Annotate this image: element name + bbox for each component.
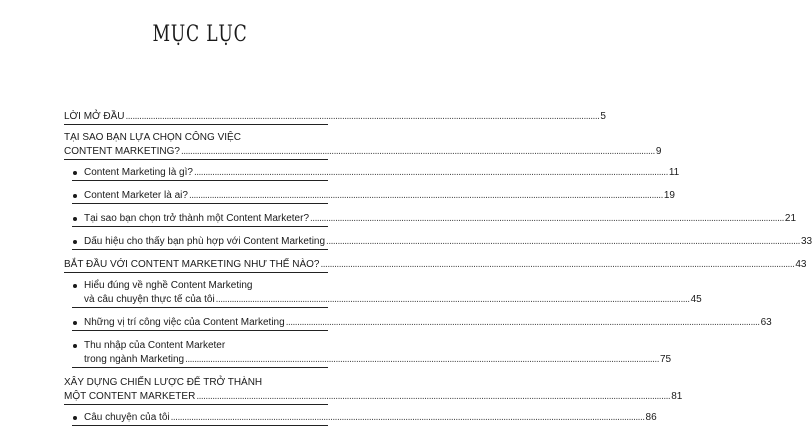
toc-entry-text: LỜI MỞ ĐẦU [64, 111, 125, 122]
dot-leader [320, 258, 794, 272]
dot-leader [185, 353, 659, 367]
table-of-contents [64, 110, 812, 434]
toc-entry-ch2-section-1 [72, 279, 702, 308]
toc-page-number: 11 [668, 167, 680, 178]
toc-entry-text-line2: và câu chuyện thực tế của tôi [84, 294, 215, 305]
toc-entry-chapter-3 [64, 376, 683, 405]
dot-leader [310, 212, 784, 226]
toc-entry-text-line2: trong ngành Marketing [84, 354, 185, 365]
toc-entry-text-line1: TẠI SAO BẠN LỰA CHỌN CÔNG VIỆC [64, 132, 241, 143]
toc-entry-ch1-section-3 [72, 212, 797, 227]
toc-entry-ch2-section-2 [72, 316, 772, 331]
toc-entry-loi-mo-dau [64, 110, 606, 125]
toc-entry-text: BẮT ĐẦU VỚI CONTENT MARKETING NHƯ THẾ NÀO? [64, 259, 320, 270]
toc-entry-text-line2: MỘT CONTENT MARKETER [64, 391, 196, 402]
dot-leader [216, 293, 690, 307]
toc-entry-text-line1: Hiểu đúng về nghề Content Marketing [84, 280, 253, 291]
dot-leader [189, 189, 663, 203]
toc-entry-text: Câu chuyện của tôi [84, 412, 170, 423]
toc-page-number: 19 [663, 190, 675, 201]
toc-page-number: 75 [659, 354, 672, 365]
dot-leader [126, 110, 600, 124]
toc-entry-ch1-section-1 [72, 166, 680, 181]
dot-leader [171, 411, 645, 425]
toc-entry-text: Tại sao bạn chọn trở thành một Content Marketer? [84, 213, 310, 224]
dot-leader [194, 166, 668, 180]
toc-page-number: 81 [671, 391, 683, 402]
toc-page-number: 5 [600, 111, 606, 122]
toc-entry-text: Content Marketer là ai? [84, 190, 188, 201]
toc-page-number: 63 [760, 317, 772, 328]
page-title: MỤC LỤC [152, 22, 248, 47]
toc-entry-text: Dấu hiệu cho thấy bạn phù hợp với Content Marketing [84, 236, 326, 247]
toc-page-number: 86 [645, 412, 657, 423]
toc-page-number: 9 [655, 146, 662, 157]
toc-entry-text: Những vị trí công việc của Content Marketing [84, 317, 285, 328]
toc-entry-ch2-section-3 [72, 339, 672, 368]
dot-leader [326, 235, 800, 249]
toc-page-number: 45 [690, 294, 702, 305]
toc-entry-text-line2: CONTENT MARKETING? [64, 146, 180, 157]
toc-entry-text: Content Marketing là gì? [84, 167, 193, 178]
dot-leader [181, 145, 655, 159]
toc-entry-text-line1: XÂY DỰNG CHIẾN LƯỢC ĐỂ TRỞ THÀNH [64, 377, 263, 388]
toc-entry-text-line1: Thu nhập của Content Marketer [84, 340, 226, 351]
toc-entry-chapter-2 [64, 258, 807, 273]
dot-leader [196, 390, 670, 404]
toc-entry-ch1-section-2 [72, 189, 675, 204]
toc-page-number: 21 [784, 213, 797, 224]
toc-page-number: 43 [795, 259, 807, 270]
dot-leader [286, 316, 760, 330]
toc-entry-ch1-section-4 [72, 235, 812, 250]
toc-entry-chapter-1 [64, 131, 662, 160]
toc-entry-ch3-section-1 [72, 411, 657, 426]
toc-page-number: 33 [800, 236, 812, 247]
